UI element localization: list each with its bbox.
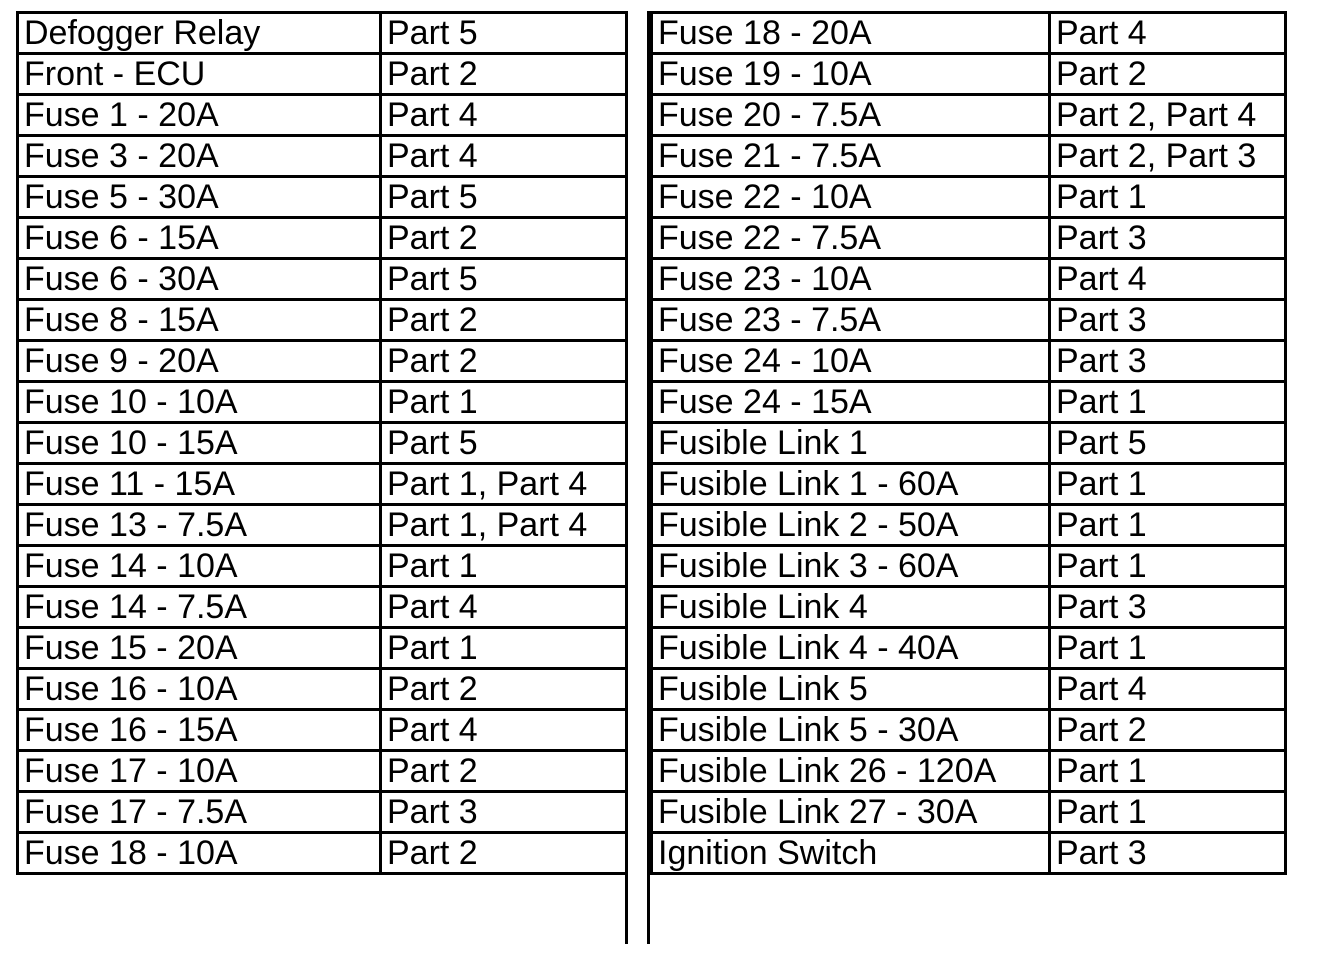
parts-cell: Part 1, Part 4 bbox=[381, 505, 627, 546]
component-cell: Fusible Link 2 - 50A bbox=[652, 505, 1050, 546]
table-row bbox=[652, 751, 1286, 792]
component-cell: Fuse 17 - 7.5A bbox=[18, 792, 381, 833]
component-cell: Fuse 6 - 15A bbox=[18, 218, 381, 259]
table-row bbox=[652, 792, 1286, 833]
component-cell: Fusible Link 4 bbox=[652, 587, 1050, 628]
table-row bbox=[18, 54, 627, 95]
parts-cell: Part 4 bbox=[381, 710, 627, 751]
table-row bbox=[18, 792, 627, 833]
component-cell: Fuse 9 - 20A bbox=[18, 341, 381, 382]
parts-cell: Part 5 bbox=[381, 177, 627, 218]
table-row bbox=[652, 833, 1286, 874]
table-row bbox=[652, 300, 1286, 341]
component-cell: Fuse 17 - 10A bbox=[18, 751, 381, 792]
component-cell: Fuse 16 - 15A bbox=[18, 710, 381, 751]
parts-cell: Part 1 bbox=[381, 546, 627, 587]
component-cell: Fuse 3 - 20A bbox=[18, 136, 381, 177]
component-cell: Fuse 1 - 20A bbox=[18, 95, 381, 136]
parts-cell: Part 4 bbox=[1050, 13, 1286, 54]
table-row bbox=[652, 628, 1286, 669]
parts-cell: Part 3 bbox=[1050, 218, 1286, 259]
table-row bbox=[652, 218, 1286, 259]
component-cell: Fuse 18 - 20A bbox=[652, 13, 1050, 54]
table-row bbox=[18, 382, 627, 423]
table-row bbox=[652, 710, 1286, 751]
parts-cell: Part 4 bbox=[1050, 669, 1286, 710]
parts-cell: Part 1 bbox=[1050, 177, 1286, 218]
table-row bbox=[652, 505, 1286, 546]
parts-cell: Part 3 bbox=[1050, 341, 1286, 382]
component-cell: Fuse 20 - 7.5A bbox=[652, 95, 1050, 136]
table-row bbox=[18, 259, 627, 300]
parts-cell: Part 5 bbox=[381, 13, 627, 54]
component-cell: Fuse 15 - 20A bbox=[18, 628, 381, 669]
component-cell: Fusible Link 27 - 30A bbox=[652, 792, 1050, 833]
component-cell: Fuse 24 - 10A bbox=[652, 341, 1050, 382]
table-row bbox=[652, 95, 1286, 136]
table-row bbox=[18, 95, 627, 136]
parts-cell: Part 2 bbox=[381, 300, 627, 341]
parts-cell: Part 1 bbox=[1050, 792, 1286, 833]
parts-cell: Part 2 bbox=[381, 341, 627, 382]
parts-cell: Part 2 bbox=[1050, 54, 1286, 95]
parts-cell: Part 2, Part 3 bbox=[1050, 136, 1286, 177]
component-cell: Fusible Link 5 bbox=[652, 669, 1050, 710]
parts-cell: Part 1 bbox=[381, 628, 627, 669]
parts-cell: Part 5 bbox=[1050, 423, 1286, 464]
component-cell: Fusible Link 26 - 120A bbox=[652, 751, 1050, 792]
parts-cell: Part 1 bbox=[1050, 505, 1286, 546]
parts-cell: Part 5 bbox=[381, 423, 627, 464]
component-cell: Fuse 11 - 15A bbox=[18, 464, 381, 505]
parts-cell: Part 1 bbox=[1050, 382, 1286, 423]
parts-cell: Part 2 bbox=[381, 833, 627, 874]
parts-cell: Part 2 bbox=[381, 218, 627, 259]
component-cell: Fuse 6 - 30A bbox=[18, 259, 381, 300]
component-cell: Fuse 8 - 15A bbox=[18, 300, 381, 341]
parts-cell: Part 2 bbox=[381, 54, 627, 95]
table-row bbox=[18, 669, 627, 710]
table-row bbox=[652, 341, 1286, 382]
table-row bbox=[652, 177, 1286, 218]
table-row bbox=[18, 13, 627, 54]
component-cell: Fuse 23 - 10A bbox=[652, 259, 1050, 300]
table-row bbox=[18, 464, 627, 505]
component-cell: Fusible Link 1 - 60A bbox=[652, 464, 1050, 505]
table-row bbox=[652, 587, 1286, 628]
table-row bbox=[18, 505, 627, 546]
component-cell: Fusible Link 4 - 40A bbox=[652, 628, 1050, 669]
parts-cell: Part 1 bbox=[1050, 546, 1286, 587]
right-table-body bbox=[652, 13, 1286, 874]
table-row bbox=[652, 669, 1286, 710]
table-row bbox=[652, 423, 1286, 464]
left-table-body bbox=[18, 13, 627, 874]
parts-cell: Part 4 bbox=[381, 587, 627, 628]
column-separator bbox=[625, 11, 650, 944]
left-index-table bbox=[16, 11, 628, 875]
parts-cell: Part 2 bbox=[381, 751, 627, 792]
component-cell: Fuse 22 - 7.5A bbox=[652, 218, 1050, 259]
component-cell: Fuse 10 - 10A bbox=[18, 382, 381, 423]
parts-cell: Part 2 bbox=[1050, 710, 1286, 751]
table-row bbox=[18, 300, 627, 341]
parts-cell: Part 4 bbox=[1050, 259, 1286, 300]
parts-cell: Part 5 bbox=[381, 259, 627, 300]
table-row bbox=[18, 341, 627, 382]
component-cell: Fusible Link 1 bbox=[652, 423, 1050, 464]
component-cell: Fuse 5 - 30A bbox=[18, 177, 381, 218]
parts-cell: Part 1, Part 4 bbox=[381, 464, 627, 505]
parts-cell: Part 1 bbox=[1050, 628, 1286, 669]
component-cell: Fuse 16 - 10A bbox=[18, 669, 381, 710]
component-cell: Fusible Link 3 - 60A bbox=[652, 546, 1050, 587]
right-index-table bbox=[650, 11, 1287, 875]
parts-cell: Part 3 bbox=[1050, 833, 1286, 874]
table-row bbox=[652, 382, 1286, 423]
component-cell: Defogger Relay bbox=[18, 13, 381, 54]
table-row bbox=[652, 464, 1286, 505]
parts-cell: Part 1 bbox=[1050, 464, 1286, 505]
table-row bbox=[18, 587, 627, 628]
table-row bbox=[18, 423, 627, 464]
component-cell: Fusible Link 5 - 30A bbox=[652, 710, 1050, 751]
component-cell: Fuse 18 - 10A bbox=[18, 833, 381, 874]
table-row bbox=[652, 546, 1286, 587]
component-cell: Fuse 10 - 15A bbox=[18, 423, 381, 464]
table-row bbox=[18, 136, 627, 177]
component-cell: Fuse 21 - 7.5A bbox=[652, 136, 1050, 177]
table-row bbox=[18, 628, 627, 669]
table-row bbox=[652, 54, 1286, 95]
parts-cell: Part 3 bbox=[381, 792, 627, 833]
table-row bbox=[18, 218, 627, 259]
table-row bbox=[652, 13, 1286, 54]
component-cell: Fuse 24 - 15A bbox=[652, 382, 1050, 423]
component-cell: Front - ECU bbox=[18, 54, 381, 95]
table-row bbox=[18, 546, 627, 587]
table-row bbox=[652, 136, 1286, 177]
parts-cell: Part 3 bbox=[1050, 587, 1286, 628]
parts-cell: Part 1 bbox=[1050, 751, 1286, 792]
parts-cell: Part 4 bbox=[381, 95, 627, 136]
parts-cell: Part 2, Part 4 bbox=[1050, 95, 1286, 136]
parts-cell: Part 4 bbox=[381, 136, 627, 177]
parts-cell: Part 1 bbox=[381, 382, 627, 423]
component-cell: Ignition Switch bbox=[652, 833, 1050, 874]
component-cell: Fuse 22 - 10A bbox=[652, 177, 1050, 218]
component-cell: Fuse 19 - 10A bbox=[652, 54, 1050, 95]
table-row bbox=[18, 833, 627, 874]
table-row bbox=[652, 259, 1286, 300]
component-cell: Fuse 13 - 7.5A bbox=[18, 505, 381, 546]
parts-cell: Part 3 bbox=[1050, 300, 1286, 341]
table-row bbox=[18, 177, 627, 218]
parts-cell: Part 2 bbox=[381, 669, 627, 710]
component-cell: Fuse 14 - 7.5A bbox=[18, 587, 381, 628]
table-row bbox=[18, 710, 627, 751]
component-cell: Fuse 23 - 7.5A bbox=[652, 300, 1050, 341]
component-cell: Fuse 14 - 10A bbox=[18, 546, 381, 587]
table-row bbox=[18, 751, 627, 792]
